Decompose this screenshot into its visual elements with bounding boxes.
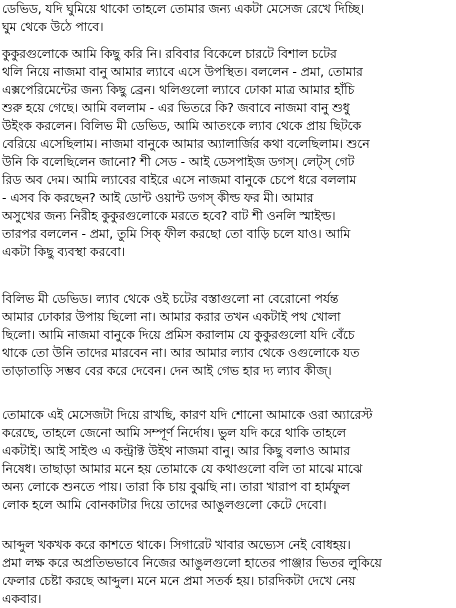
text-line: উইংক করলেন। বিলিভ মী ডেভিড, আমি আতংকে ল্যাব থেকে প্রায় ছিটকে — [2, 118, 362, 133]
text-line: একবার। — [2, 591, 42, 606]
text-line: ফেলার চেষ্টা করছে আব্দুল। মনে মনে প্রমা সতর্ক হয়। চারদিকটা দেখে নেয় — [2, 573, 356, 588]
text-line: এক্সপেরিমেন্টের জন্য কিছু ব্রেন। থলিগুলো ল্যাবে ঢোকা মাত্র আমার হাঁচি — [2, 82, 355, 97]
text-line: ছিলো। আমি নাজমা বানুকে দিয়ে প্রমিস করালাম যে কুকুরগুলো যদি বেঁচে — [2, 327, 355, 342]
text-line: উনি কি বলেছিলেন জানো? শী সেড - আই ডেসপাইজ ডগস্। লেট্স্ গেট — [2, 154, 355, 169]
text-line: নিষেধ। তাছাড়া আমার মনে হয় তোমাকে যে কথাগুলো বলি তা মাঝে মাঝে — [2, 461, 363, 476]
text-line: থলি নিয়ে নাজমা বানু আমার ল্যাবে এসে উপস্থিত। বললেন - প্রমা, তোমার — [2, 64, 363, 79]
text-line: আব্দুল খকখক করে কাশতে থাকে। সিগারেট খাবার অভ্যেস নেই বোধহয়। — [2, 537, 351, 552]
text-line: থাকে তো উনি তাদের মারবেন না। আর আমার ল্যাব থেকে ওগুলোকে যত — [2, 345, 360, 360]
text-line: বিলিভ মী ডেভিড। ল্যাব থেকে ওই চটের বস্তাগুলো না বেরোনো পর্যন্ত — [2, 291, 339, 306]
text-line: তারপর বললেন - প্রমা, তুমি সিক্ ফীল করছো তো বাড়ি চলে যাও। আমি — [2, 226, 351, 241]
text-line: অন্য লোকে শুনতে পায়। তারা কি চায় বুঝছি না। তারা খারাপ বা হার্মফুল — [2, 479, 350, 494]
text-line: করেছে, তাহলে জেনো আমি সম্পূর্ণ নির্দোষ। ভুল যদি করে থাকি তাহলে — [2, 425, 346, 440]
text-line: তাড়াতাড়ি সম্ভব বের করে দেবেন। দেন আই গেভ হার দ্য ল্যাব কীজ্। — [2, 363, 332, 378]
text-line: কুকুরগুলোকে আমি কিছু করি নি। রবিবার বিকেলে চারটে বিশাল চটের — [2, 46, 337, 61]
text-line: - এসব কি করছেন? আই ডোন্ট ওয়ান্ট ডগস্ কীল্ড ফর মী। আমার — [2, 190, 314, 205]
text-line: ডেভিড, যদি ঘুমিয়ে থাকো তাহলে তোমার জন্য একটা মেসেজ রেখে দিচ্ছি। — [2, 1, 364, 16]
text-line: রিড অব দেম। আমি ল্যাবের বাইরে এসে নাজমা বানুকে চেপে ধরে বললাম — [2, 172, 357, 187]
text-line: আমার ঢোকার উপায় ছিলো না। আমার করার তখন একটাই পথ খোলা — [2, 309, 341, 324]
text-line: একটা কিছু ব্যবস্থা করবো। — [2, 244, 126, 259]
text-line: ঘুম থেকে উঠে পাবে। — [2, 19, 104, 34]
text-line: একটাই। আই সাইণ্ড এ কন্ট্রাক্ট উইথ নাজমা বানু। আর কিছু বলাও আমার — [2, 443, 350, 458]
text-line: অসুখের জন্য নিরীহ কুকুরগুলোকে মরতে হবে? বাট শী ওনলি স্মাইল্ড। — [2, 208, 336, 223]
text-line: লোক হলে আমি বোনকাটার দিয়ে তাদের আঙুলগুলো কেটে দেবো। — [2, 497, 327, 512]
text-line: তোমাকে এই মেসেজটা দিয়ে রাখছি, কারণ যদি শোনো আমাকে ওরা অ্যারেস্ট — [2, 407, 373, 422]
text-line: প্রমা লক্ষ করে অপ্রতিভভাবে নিজের আঙুলগুলো হাতের পাঞ্জার ভিতর লুকিয়ে — [2, 555, 382, 570]
text-line: শুরু হয়ে গেছে। আমি বললাম - এর ভিতরে কি? জবাবে নাজমা বানু শুধু — [2, 100, 350, 115]
text-line: বেরিয়ে এসেছিলাম। নাজমা বানুকে আমার অ্যালার্জির কথা বলেছিলাম। শুনে — [2, 136, 370, 151]
